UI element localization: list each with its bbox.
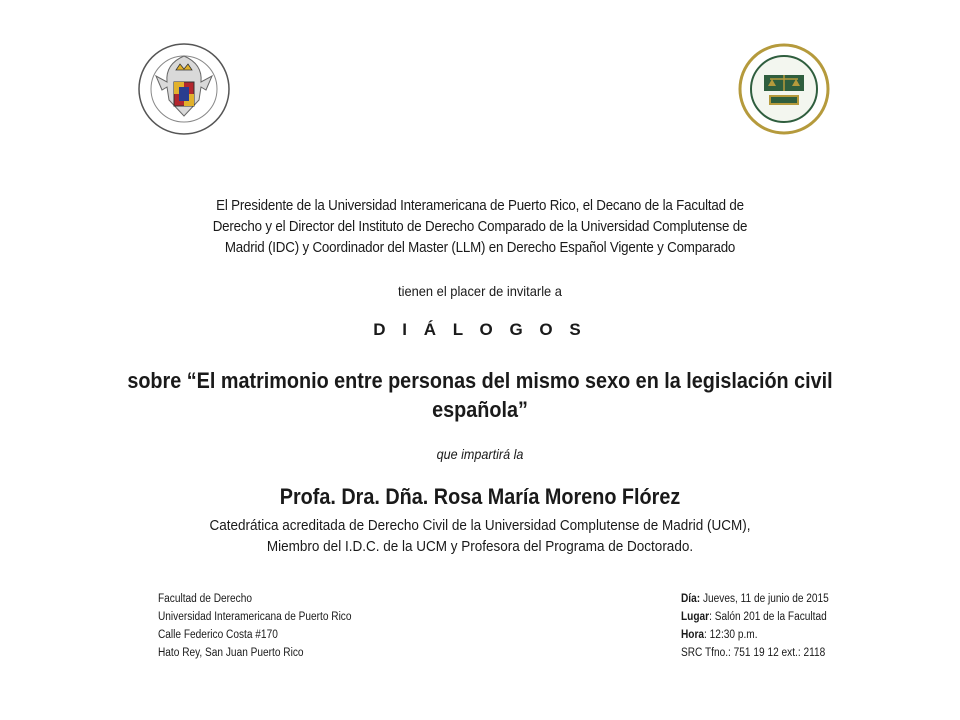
- place-value: : Salón 201 de la Facultad: [709, 611, 827, 623]
- event-details: [681, 590, 829, 662]
- speaker-role: [48, 515, 912, 557]
- date-line: [681, 590, 829, 608]
- address-line: Universidad Interamericana de Puerto Rico: [158, 611, 352, 623]
- speaker-name: Profa. Dra. Dña. Rosa María Moreno Flórez: [279, 484, 681, 509]
- intro-line: El Presidente de la Universidad Interamericana de Puerto Rico, el Decano de la Facultad de: [216, 198, 744, 214]
- place-label: Lugar: [681, 611, 710, 623]
- invitation-phrase: tienen el placer de invitarle a: [398, 283, 562, 299]
- role-line: Miembro del I.D.C. de la UCM y Profesora del Programa de Doctorado.: [266, 538, 694, 555]
- topic-line: sobre “El matrimonio entre personas del mismo sexo en la legislación civil: [127, 368, 833, 393]
- role-line: Catedrática acreditada de Derecho Civil de la Universidad Complutense de Madrid (UCM),: [209, 517, 751, 534]
- address-line: Calle Federico Costa #170: [158, 629, 278, 641]
- intro-line: Madrid (IDC) y Coordinador del Master (LLM) en Derecho Español Vigente y Comparado: [224, 240, 736, 256]
- place-line: [681, 608, 829, 626]
- complutense-seal-logo: [136, 42, 232, 136]
- date-label: Día:: [681, 593, 701, 605]
- time-value: : 12:30 p.m.: [704, 629, 758, 641]
- speaker-intro: que impartirá la: [436, 446, 524, 462]
- event-topic: [48, 366, 912, 424]
- topic-line: española”: [432, 397, 528, 422]
- event-title: D I Á L O G O S: [373, 320, 587, 339]
- address-line: Facultad de Derecho: [158, 593, 252, 605]
- time-line: [681, 626, 829, 644]
- rsvp-phone: SRC Tfno.: 751 19 12 ext.: 2118: [681, 647, 826, 659]
- facultad-derecho-seal-logo: [737, 42, 831, 136]
- date-value: Jueves, 11 de junio de 2015: [700, 593, 829, 605]
- invitation-intro: [38, 196, 921, 259]
- venue-address: [158, 590, 352, 662]
- intro-line: Derecho y el Director del Instituto de Derecho Comparado de la Universidad Complutense de: [212, 219, 748, 235]
- address-line: Hato Rey, San Juan Puerto Rico: [158, 647, 304, 659]
- time-label: Hora: [681, 629, 705, 641]
